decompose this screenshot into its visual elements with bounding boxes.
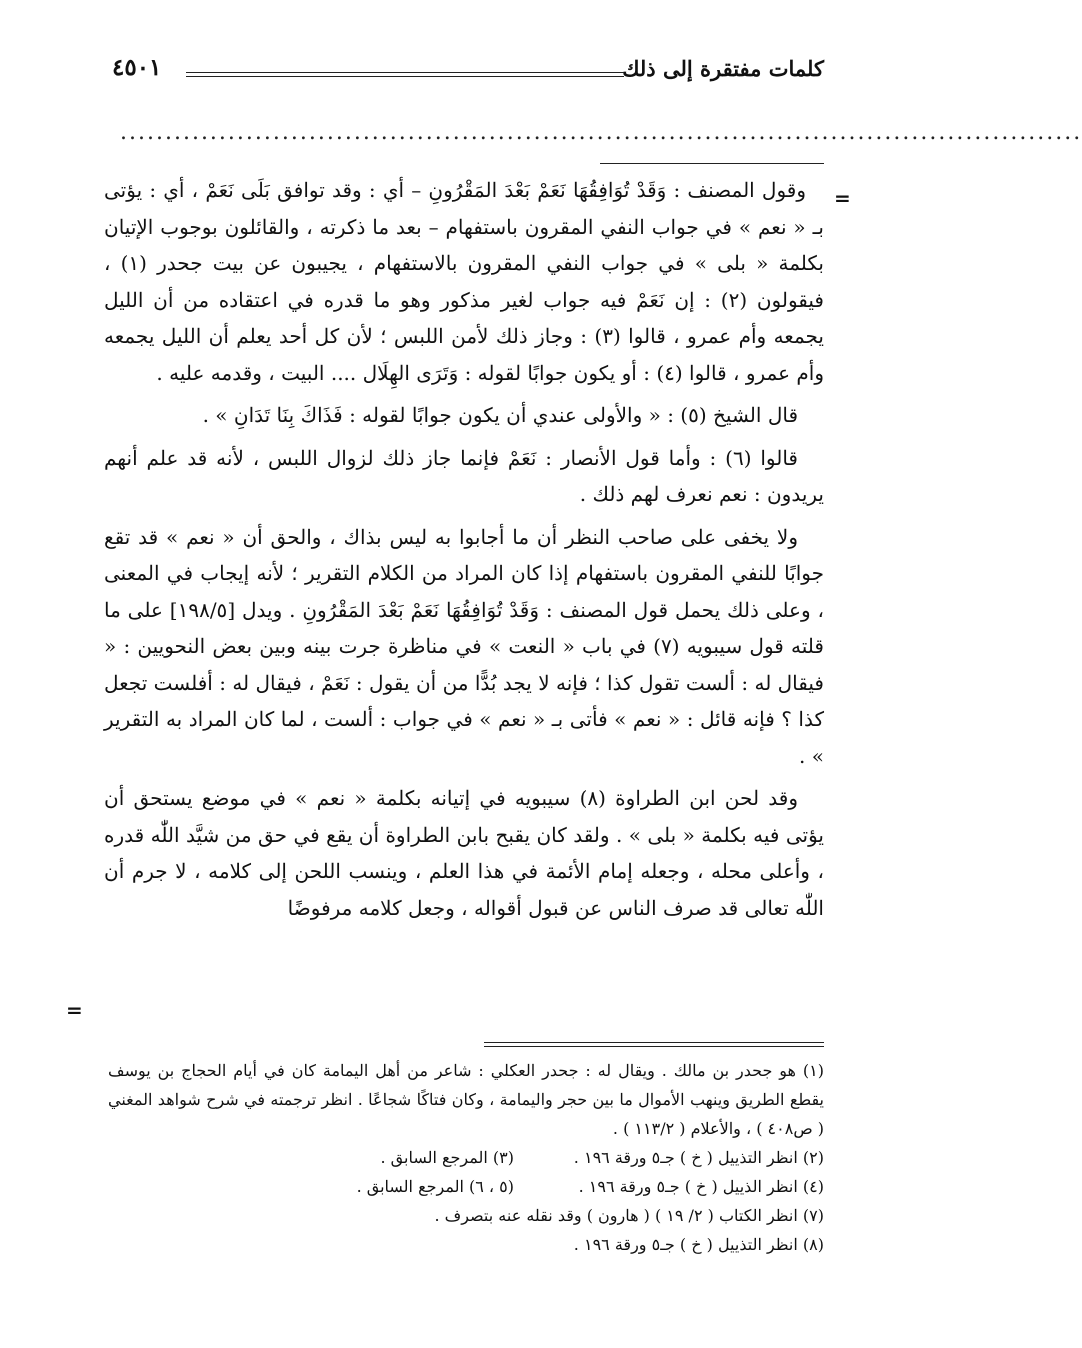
footnote-row (108, 1172, 824, 1201)
footnote: (٤) انظر الذييل ( خ ) جـ٥ ورقة ١٩٦ . (578, 1177, 824, 1196)
footnote-row (108, 1143, 824, 1172)
paragraph: قال الشيخ (٥) : « والأولى عندي أن يكون جوابًا لقوله : فَذَاكَ بِنَا تَدَانِ » . (202, 403, 798, 427)
paragraph: وقد لحن ابن الطراوة (٨) سيبويه في إتيانه بكلمة « نعم » في موضع يستحق أن يؤتى فيه بكلمة « بلى » . ولقد كان يقبح بابن الطراوة أن يقع في حق من شيَّد اللّٰه قدره ، وأعلى محله ، وجعله إمام الأئمة في هذا العلم ، وينسب اللحن إلى كلامه ، لا جرم أن اللّٰه تعالى قد صرف الناس عن قبول أقواله ، وجعل كلامه مرفوضًا (104, 786, 824, 920)
dotted-separator: ........................................................................................................... (120, 120, 1082, 145)
footnote: (٢) انظر التذييل ( خ ) جـ٥ ورقة ١٩٦ . (573, 1148, 824, 1167)
short-rule (600, 163, 824, 164)
page-number: ٤٥٠١ (112, 54, 162, 81)
footnote: (٧) انظر الكتاب ( ٢/ ١٩ ) ( هارون ) وقد نقله عنه بتصرف . (434, 1206, 824, 1225)
continuation-mark-right: = (834, 186, 851, 210)
header-rule (186, 72, 624, 77)
footnote: (٣) المرجع السابق . (380, 1148, 514, 1167)
continuation-mark-left: = (66, 998, 83, 1022)
running-title: كلمات مفتقرة إلى ذلك (622, 56, 824, 81)
footnote: (٨) انظر التذييل ( خ ) جـ٥ ورقة ١٩٦ . (573, 1235, 824, 1254)
footnotes (108, 1056, 824, 1259)
footnote: (٥ ، ٦) المرجع السابق . (356, 1177, 514, 1196)
paragraph: ولا يخفى على صاحب النظر أن ما أجابوا به ليس بذاك ، والحق أن « نعم » قد تقع جوابًا للنفي المقرون باستفهام إذا كان المراد من الكلام التقرير ؛ لأنه إيجاب في المعنى ، وعلى ذلك يحمل قول المصنف : وَقَدْ تُوَافِقُهَا نَعَمْ بَعْدَ المَقْرُونِ . ويدل [١٩٨/٥] على ما قلته قول سيبويه (٧) في باب « النعت » في مناظرة جرت بينه وبين بعض النحويين : « فيقال له : ألست تقول كذا ؛ فإنه لا يجد بُدًّا من أن يقول : نَعَمْ ، فيقال له : أفلست تجعل كذا ؟ فإنه قائل : « نعم » فأتى بـ « نعم » في جواب : ألست ، لما كان المراد به التقرير » . (104, 524, 824, 768)
main-text (104, 172, 824, 932)
footnote-rule (484, 1042, 824, 1047)
paragraph: قالوا (٦) : وأما قول الأنصار : نَعَمْ فإنما جاز ذلك لزوال اللبس ، لأنه قد علم أنهم يريدون : نعم نعرف لهم ذلك . (104, 445, 824, 506)
paragraph: وقول المصنف : وَقَدْ تُوَافِقُهَا نَعَمْ بَعْدَ المَقْرُونِ – أي : وقد توافق بَلَى نَعَمْ ، أي : يؤتى بـ « نعم » في جواب النفي المقرون باستفهام – بعد ما ذكرته ، والقائلون بوجوب الإتيان بكلمة « بلى » في جواب النفي المقرون بالاستفهام ، يجيبون عن بيت جحدر (١) ، فيقولون (٢) : إن نَعَمْ فيه جواب لغير مذكور وهو ما قدره في اعتقاده من أن الليل يجمعه وأم عمرو ، قالوا (٣) : وجاز ذلك لأمن اللبس ؛ لأن كل أحد يعلم أن الليل يجمعه وأم عمرو ، قالوا (٤) : أو يكون جوابًا لقوله : وَتَرَى الهِلَال .... البيت ، وقدمه عليه . (104, 178, 824, 385)
page-header (112, 48, 824, 88)
footnote: (١) هو جحدر بن مالك . ويقال له : جحدر العكلي : شاعر من أهل اليمامة كان في أيام الحجاج بن يوسف يقطع الطريق وينهب الأموال ما بين حجر واليمامة ، وكان فتاكًا شجاعًا . انظر ترجمته في شرح شواهد المغني ( ص٤٠٨ ) ، والأعلام ( ١١٣/٢ ) . (108, 1061, 824, 1138)
